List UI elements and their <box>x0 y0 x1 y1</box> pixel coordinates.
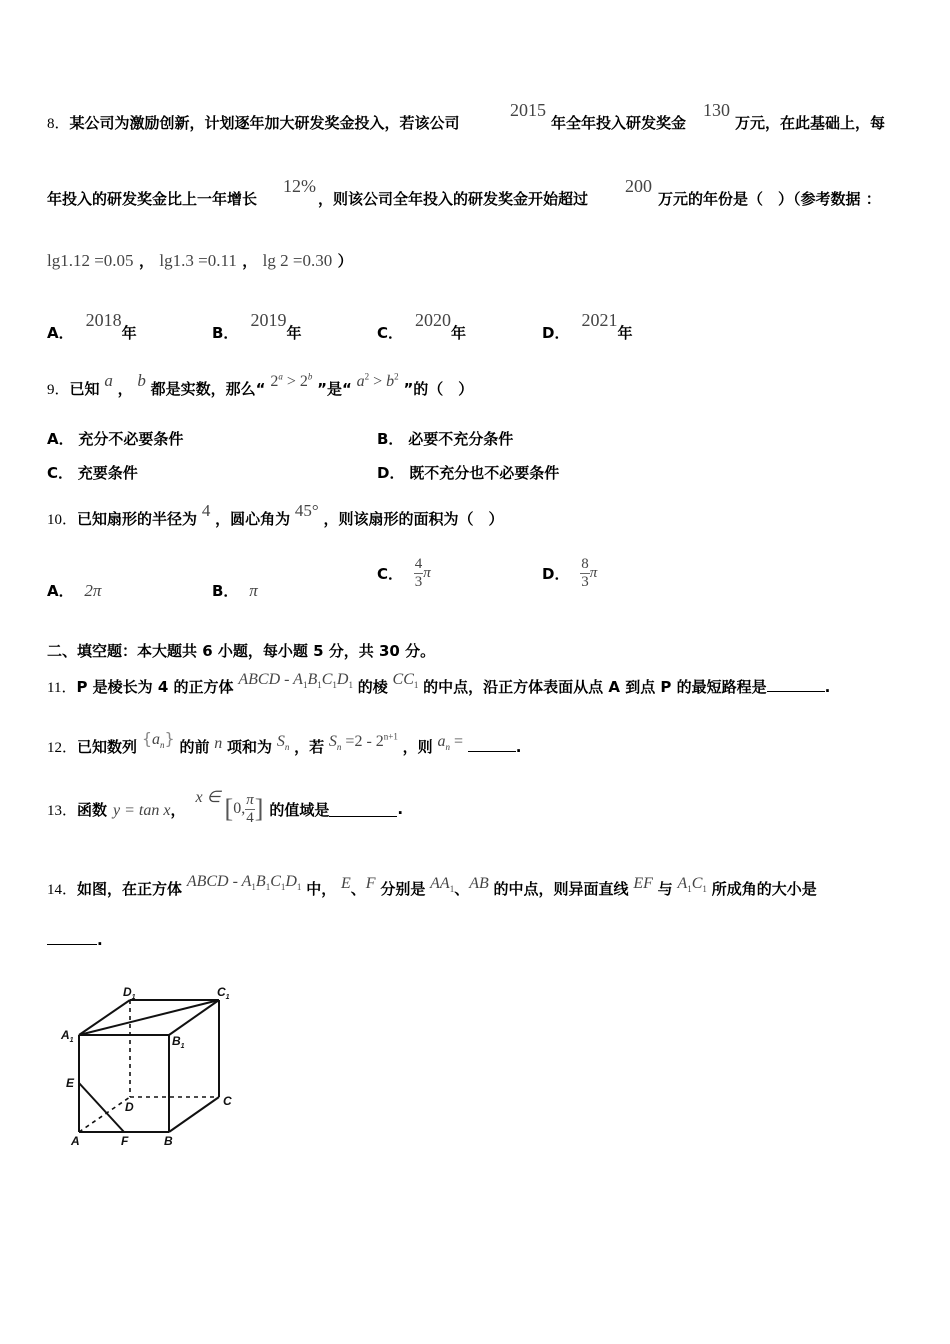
q11-text-3: 的中点，沿正方体表面从点 A 到点 P 的最短路程是 <box>423 678 767 696</box>
q14-stem <box>47 873 817 900</box>
q10-option-b-value: π <box>249 581 258 600</box>
q8-option-c[interactable] <box>377 310 467 342</box>
q13-four: 4 <box>246 809 254 826</box>
q11-end: . <box>824 678 831 696</box>
q14-A1C1: $A_1C_1$ <box>677 875 707 895</box>
q10-text-3: ，则该扇形的面积为（ ） <box>323 510 504 528</box>
q9-text-1: 已知 <box>69 380 100 398</box>
q8-option-c-suffix: 年 <box>451 324 467 342</box>
label-B1: $B_1$ <box>172 1034 185 1050</box>
q13-x-in: x ∈ <box>195 789 221 806</box>
q13-fraction <box>245 792 255 827</box>
q12-text-4: ，若 <box>294 738 325 756</box>
q9-condition-2 <box>357 371 399 390</box>
q9-option-a[interactable] <box>47 428 183 449</box>
q10-option-d-fraction <box>580 556 590 591</box>
q9-option-b-label: B． <box>377 430 404 448</box>
q8-ref-1: lg1.12 =0.05 <box>47 251 134 270</box>
q13-stem <box>47 784 403 834</box>
q8-option-b[interactable] <box>212 310 302 342</box>
q8-amount: 130 <box>703 100 730 120</box>
q14-number: 14． <box>47 882 78 898</box>
q9-cond2-sq-b: 2 <box>394 371 399 382</box>
label-F: F <box>121 1134 129 1148</box>
q9-option-a-label: A． <box>47 430 74 448</box>
cube-figure <box>55 980 255 1150</box>
q14-F: F <box>365 875 376 892</box>
q12-sum: $S_n$ <box>276 733 290 753</box>
label-E: E <box>66 1076 75 1090</box>
q9-text-3: ”是“ <box>317 380 352 398</box>
q14-text-3: 分别是 <box>380 880 426 898</box>
q9-stem <box>47 371 474 399</box>
q13-end: . <box>397 800 404 818</box>
q13-text-2: 的值域是 <box>269 800 330 819</box>
q14-end: . <box>97 931 103 949</box>
hidden-edge-AD <box>79 1097 130 1132</box>
q14-dun-1: 、 <box>350 880 366 898</box>
q11-answer-blank[interactable] <box>767 677 825 692</box>
q12-text-3: 项和为 <box>227 738 273 756</box>
q10-option-a-value: 2π <box>84 581 102 600</box>
q9-option-c-text: 充要条件 <box>77 464 138 482</box>
q12-an-eq: = <box>449 733 463 750</box>
q9-text-4: ”的（ ） <box>403 380 474 398</box>
q8-rate: 12% <box>283 176 316 196</box>
q10-text-1: 已知扇形的半径为 <box>77 510 198 528</box>
q8-option-d[interactable] <box>542 310 633 342</box>
q10-option-d-label: D． <box>542 565 570 583</box>
q10-text-2: ，圆心角为 <box>215 510 291 528</box>
q14-text-1: 如图，在正方体 <box>77 880 183 898</box>
q10-option-c-pi: π <box>423 565 431 581</box>
q10-option-a[interactable] <box>47 580 101 601</box>
q8-option-d-value: 2021 <box>581 310 618 330</box>
q9-option-b-text: 必要不充分条件 <box>408 430 514 448</box>
q9-cond2-op: > <box>369 373 387 390</box>
q12-sequence: $\{a_n\}$ <box>141 729 175 751</box>
q14-AA1: $AA_1$ <box>430 875 455 895</box>
segment-EF <box>79 1083 124 1132</box>
q12-exp: n+1 <box>383 731 398 742</box>
q10-option-c-num: 4 <box>414 556 423 572</box>
q8-option-c-value: 2020 <box>415 310 452 330</box>
q12-end: . <box>515 738 522 756</box>
section-2-heading: 二、填空题：本大题共 6 小题，每小题 5 分，共 30 分。 <box>47 642 436 660</box>
q14-cube-prefix: ABCD - A <box>186 873 252 890</box>
q10-option-a-label: A． <box>47 582 74 600</box>
q9-option-b[interactable] <box>377 428 513 449</box>
q13-sep: ， <box>170 800 186 819</box>
q14-text-6: 所成角的大小是 <box>711 880 817 898</box>
q8-year: 2015 <box>510 100 546 120</box>
q9-condition-1 <box>270 371 312 390</box>
q11-number: 11． <box>47 680 77 696</box>
label-C: C <box>223 1094 232 1108</box>
q13-number: 13． <box>47 802 78 819</box>
edge-BC <box>169 1097 219 1132</box>
q8-option-b-label: B． <box>212 324 239 342</box>
q10-option-d-num: 8 <box>581 556 589 572</box>
q14-text-2: 中， <box>306 880 337 898</box>
q13-right-bracket: ] <box>254 794 264 823</box>
label-A: A <box>71 1134 80 1148</box>
q14-AA1-text: AA <box>430 875 450 892</box>
q9-cond2-b: b <box>386 373 395 390</box>
q14-text-5: 与 <box>657 880 673 898</box>
q8-target: 200 <box>625 176 652 196</box>
q9-var-a: a <box>104 371 113 390</box>
q12-text-2: 的前 <box>179 738 210 756</box>
q10-radius: 4 <box>201 501 211 520</box>
q8-text-5: ，则该公司全年投入的研发奖金开始超过 <box>318 190 589 208</box>
q12-eq: =2 - 2 <box>341 733 384 750</box>
q14-E: E <box>341 875 351 892</box>
q14-text-4: 的中点，则异面直线 <box>493 880 629 898</box>
q8-text-1: 某公司为激励创新，计划逐年加大研发奖金投入，若该公司 <box>69 114 460 132</box>
q10-angle: 45° <box>294 501 319 520</box>
q14-EF: EF <box>633 875 653 892</box>
q9-number: 9． <box>47 382 70 398</box>
q10-option-b-label: B． <box>212 582 239 600</box>
q8-ref-sep-2: ， <box>242 252 258 270</box>
q14-AB: AB <box>469 875 489 892</box>
q10-option-d-pi: π <box>589 565 598 581</box>
label-A1: $A_1$ <box>61 1028 74 1044</box>
q9-option-c[interactable] <box>47 462 138 483</box>
q14-dun-2: 、 <box>454 880 470 898</box>
q8-number: 8． <box>47 116 70 132</box>
q12-text-1: 已知数列 <box>77 738 138 756</box>
q8-option-d-label: D． <box>542 324 570 342</box>
q13-function: y = tan x <box>113 802 171 819</box>
q14-answer-blank[interactable] <box>47 930 97 945</box>
q10-option-b[interactable] <box>212 580 258 601</box>
diagonal-A1C1 <box>79 1000 219 1035</box>
edge-A1D1 <box>79 1000 130 1035</box>
q8-option-d-suffix: 年 <box>617 324 633 342</box>
q10-option-c-label: C． <box>377 565 404 583</box>
q12-equation: $S_n =2 - 2^{n+1}$ <box>328 731 398 753</box>
q12-S: S <box>276 733 285 750</box>
q8-option-b-value: 2019 <box>250 310 287 330</box>
q8-text-6: 万元的年份是（ ）（参考数据 ： <box>658 190 881 208</box>
q8-option-b-suffix: 年 <box>286 324 302 342</box>
q9-var-b: b <box>137 371 146 390</box>
q10-option-c[interactable] <box>377 556 431 591</box>
label-C1: $C_1$ <box>217 985 230 1001</box>
q12-text-5: ，则 <box>402 738 433 756</box>
q12-number: 12． <box>47 740 78 756</box>
q9-cond2-sq-a: 2 <box>364 371 370 382</box>
q9-cond1-exp-a: a <box>278 371 283 382</box>
q8-text-4: 年投入的研发奖金比上一年增长 <box>47 190 258 208</box>
q10-stem <box>47 501 504 529</box>
q8-ref-2: lg1.3 =0.11 <box>159 251 237 270</box>
q8-option-c-label: C． <box>377 324 404 342</box>
q13-answer-blank[interactable] <box>329 802 397 817</box>
q8-ref-3: lg 2 =0.30 <box>262 251 333 270</box>
q9-option-a-text: 充分不必要条件 <box>78 430 184 448</box>
q13-left-bracket: [ <box>224 794 234 823</box>
q9-cond2-a: a <box>356 373 365 390</box>
q10-option-d-den: 3 <box>581 574 589 590</box>
label-B: B <box>164 1134 173 1148</box>
q11-text-2: 的棱 <box>357 678 388 696</box>
label-D: D <box>125 1100 134 1114</box>
q8-option-a-value: 2018 <box>85 310 122 330</box>
q10-option-d[interactable] <box>542 556 597 591</box>
q12-an: $a_n$ = <box>437 733 463 753</box>
q9-option-c-label: C． <box>47 464 74 482</box>
q8-option-a-suffix: 年 <box>121 324 137 342</box>
q12-n: n <box>214 735 223 752</box>
q8-ref-close: ） <box>337 252 353 270</box>
q11-cube-prefix: ABCD - A <box>238 671 303 688</box>
q14-cube-name: ABCD - $A_1B_1C_1D_1$ <box>186 873 302 893</box>
q13-text-1: 函数 <box>77 800 108 819</box>
q8-reference-data <box>47 250 353 271</box>
q10-option-c-den: 3 <box>414 574 423 590</box>
label-D1: $D_1$ <box>123 985 136 1001</box>
q10-number: 10． <box>47 512 78 528</box>
q9-option-d-label: D． <box>377 464 405 482</box>
q9-option-d-text: 既不充分也不必要条件 <box>409 464 560 482</box>
q11-stem <box>47 671 831 698</box>
q14-A1C1-A: A <box>677 875 688 892</box>
q12-answer-blank[interactable] <box>468 737 516 752</box>
q14-answer-line <box>47 930 103 949</box>
q9-cond1-op: > 2 <box>282 373 308 390</box>
q8-line1 <box>47 112 460 133</box>
q9-cond1-base: 2 <box>270 373 279 390</box>
q8-ref-sep-1: ， <box>138 252 154 270</box>
q10-option-c-fraction <box>414 556 424 591</box>
q9-text-2: 都是实数，那么“ <box>150 380 266 398</box>
q13-zero: 0, <box>233 800 246 817</box>
q8-option-a-label: A． <box>47 324 74 342</box>
q8-option-a[interactable] <box>47 310 137 342</box>
q9-cond1-exp-b: b <box>307 371 313 382</box>
q11-text-1: P 是棱长为 4 的正方体 <box>76 678 234 696</box>
q8-text-3: 万元，在此基础上，每 <box>735 114 886 132</box>
q11-edge: CC <box>392 671 414 688</box>
q11-cube-name: ABCD - $A_1B_1C_1D_1$ <box>238 671 353 691</box>
q9-option-d[interactable] <box>377 462 559 483</box>
q13-pi: π <box>246 791 254 808</box>
q12-stem <box>47 729 522 758</box>
q11-edge-name: $CC_1$ <box>392 671 419 691</box>
q8-text-2: 年全年投入研发奖金 <box>551 114 687 132</box>
q9-sep: ， <box>117 380 133 398</box>
q12-seq-a: a <box>152 731 160 748</box>
